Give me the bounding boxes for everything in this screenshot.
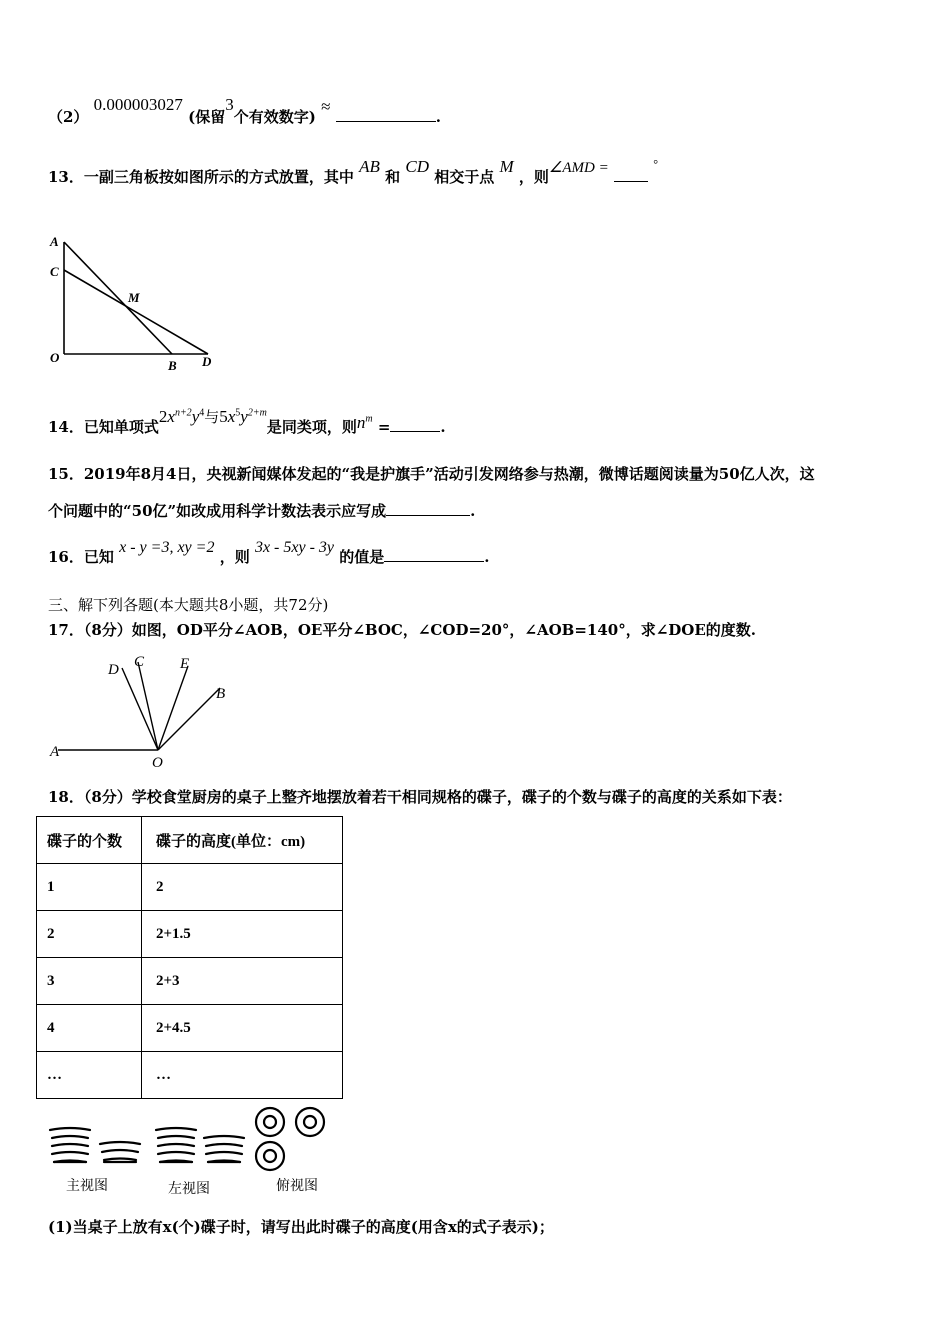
question-number: 14．	[48, 418, 84, 436]
top-view-plates	[256, 1108, 324, 1170]
cell-count: 3	[37, 958, 142, 1005]
section-3-title: 三、解下列各题(本大题共8小题，共72分)	[48, 596, 329, 614]
with-text: 与	[204, 408, 220, 426]
cell-count: …	[37, 1052, 142, 1099]
answer-blank[interactable]	[336, 107, 436, 122]
table-row	[37, 864, 343, 911]
front-view-stack-1	[50, 1128, 90, 1162]
significant-digits: 3	[225, 95, 234, 114]
n-power-m: $n^m$	[356, 413, 373, 432]
instruction-text: 个有效数字)	[233, 108, 316, 126]
monomial-1: $2x^{n+2}y^4$	[158, 407, 205, 426]
front-view-stack-2	[100, 1142, 140, 1162]
question-text: 的值是	[339, 548, 385, 566]
header-height: 碟子的高度(单位：cm)	[142, 817, 343, 864]
question-18: 18．（8分）学校食堂厨房的桌子上整齐地摆放着若干相同规格的碟子，碟子的个数与碟子的高度的关系如下表：	[48, 788, 792, 806]
expression: 3x - 5xy - 3y	[254, 539, 334, 556]
question-text: 已知单项式	[83, 418, 159, 436]
top-view-caption: 俯视图	[276, 1178, 318, 1194]
question-12-part-2	[48, 95, 441, 127]
label-o: O	[152, 755, 163, 771]
question-text: 相交于点	[434, 168, 495, 186]
question-15-line-2	[48, 500, 475, 521]
triangle-figure	[40, 232, 230, 377]
question-13	[48, 157, 659, 187]
left-view-stack-2	[204, 1136, 244, 1162]
question-15-line-1: 15．2019年8月4日，央视新闻媒体发起的“我是护旗手”活动引发网络参与热潮，微博话题阅读量为50亿人次，这	[48, 465, 815, 483]
cell-count: 4	[37, 1005, 142, 1052]
question-16	[48, 539, 490, 567]
table-row	[37, 911, 343, 958]
question-number: 16．	[48, 548, 84, 566]
table-row	[37, 958, 343, 1005]
label-a: A	[50, 744, 60, 760]
table-row	[37, 1005, 343, 1052]
question-text: 个问题中的“50亿”如改成用科学计数法表示应写成	[48, 502, 387, 520]
question-text: ，则	[518, 168, 549, 186]
question-text: ，则	[219, 548, 250, 566]
label-c: C	[50, 264, 59, 279]
angle-figure	[44, 646, 244, 771]
answer-blank[interactable]	[390, 417, 440, 432]
label-e: E	[180, 656, 190, 672]
period: .	[435, 108, 441, 126]
label-c: C	[134, 654, 145, 670]
cell-height: 2+1.5	[142, 911, 343, 958]
label-a: A	[50, 234, 59, 249]
question-text: 已知	[83, 548, 114, 566]
question-14	[48, 407, 446, 437]
segment-ab: AB	[359, 157, 380, 176]
given-condition: x - y =3, xy =2	[119, 539, 215, 556]
table-row	[37, 1052, 343, 1099]
label-b: B	[168, 358, 177, 373]
question-text: 是同类项，则	[266, 418, 357, 436]
cell-height: 2+3	[142, 958, 343, 1005]
cell-height: …	[142, 1052, 343, 1099]
equals-sign: =	[377, 418, 391, 436]
answer-blank[interactable]	[386, 501, 470, 516]
question-18-sub-1: (1)当桌子上放有x(个)碟子时，请写出此时碟子的高度(用含x的式子表示)；	[48, 1218, 554, 1236]
part-number: （2）	[48, 108, 89, 126]
plate-views-figure	[40, 1104, 340, 1176]
cell-count: 2	[37, 911, 142, 958]
answer-blank[interactable]	[614, 167, 648, 182]
question-text: 和	[385, 168, 401, 186]
point-m: M	[499, 157, 514, 176]
label-o: O	[50, 350, 60, 365]
question-text: 一副三角板按如图所示的方式放置，其中	[83, 168, 354, 186]
degree-sign: °	[653, 157, 659, 171]
period: .	[440, 418, 446, 436]
left-view-stack-1	[156, 1128, 196, 1162]
decimal-value: 0.000003027	[93, 95, 183, 114]
period: .	[470, 502, 476, 520]
approx-sign: ≈	[321, 97, 331, 116]
cell-height: 2	[142, 864, 343, 911]
label-m: M	[128, 290, 140, 305]
front-view-caption: 主视图	[66, 1178, 108, 1194]
answer-blank[interactable]	[384, 547, 484, 562]
segment-cd: CD	[405, 157, 430, 176]
cell-height: 2+4.5	[142, 1005, 343, 1052]
label-d: D	[108, 662, 119, 678]
left-view-caption: 左视图	[168, 1181, 210, 1197]
monomial-2: $5x^5y^{2+m}$	[219, 407, 267, 426]
question-number: 13．	[48, 168, 84, 186]
angle-amd: ∠AMD =	[548, 160, 609, 176]
plate-height-table	[36, 816, 343, 1099]
cell-count: 1	[37, 864, 142, 911]
table-header-row	[37, 817, 343, 864]
instruction-text: (保留	[188, 108, 226, 126]
question-17: 17．（8分）如图，OD平分∠AOB，OE平分∠BOC，∠COD=20°，∠AOB=140°，求∠DOE的度数.	[48, 621, 757, 639]
period: .	[484, 548, 490, 566]
label-b: B	[216, 686, 226, 702]
header-count: 碟子的个数	[37, 817, 142, 864]
label-d: D	[202, 354, 212, 369]
